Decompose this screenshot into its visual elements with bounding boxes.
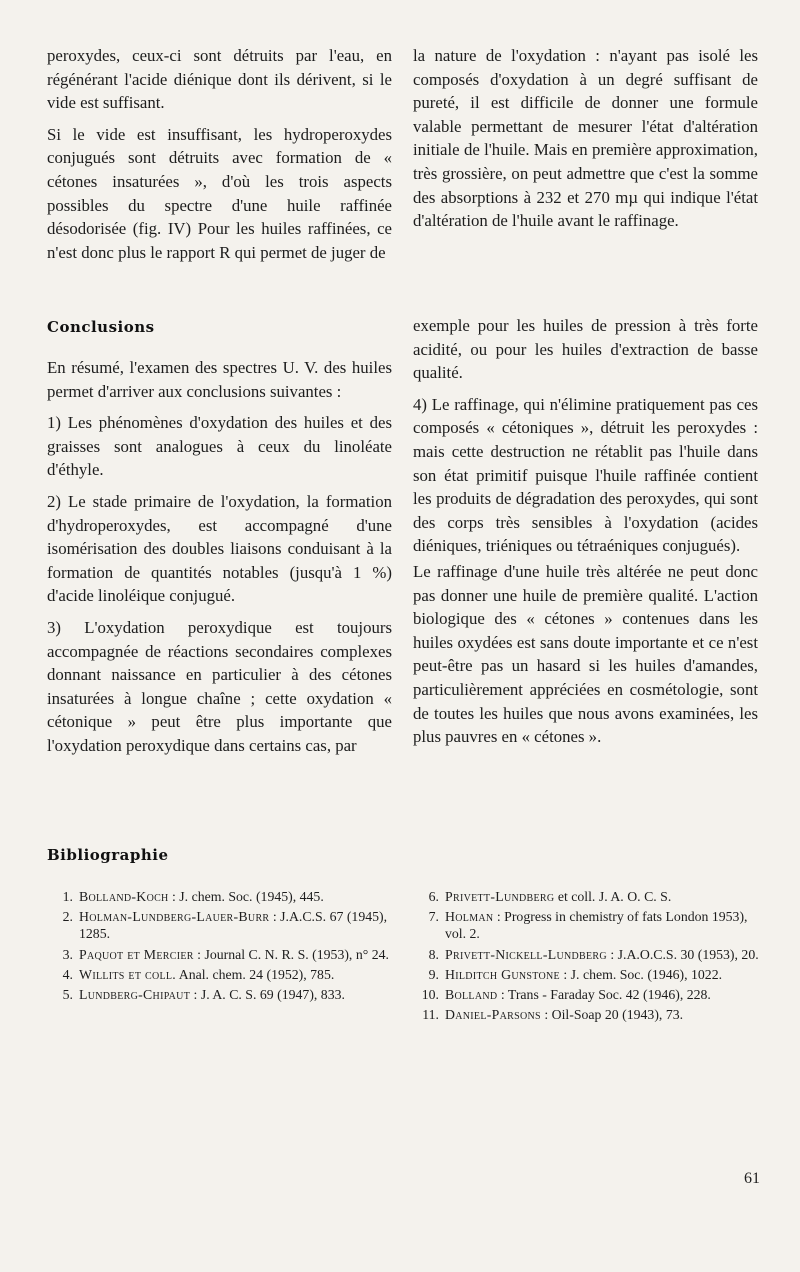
bib-reference: Anal. chem. 24 (1952), 785. [176,966,335,982]
paragraph: 4) Le raffinage, qui n'élimine pratiquement pas ces composés « cétoniques », détruit les peroxydes : mais cette destruction ne rétablit pas l'huile dans son état primitif puisque l'huile raffinée contient les produits de dégradation des peroxydes, qui sont des corps très sensibles à l'oxydation (acides diéniques, triéniques ou tétraéniques conjugués). [413,394,758,556]
bib-author: Privett-Nickell-Lundberg [445,946,607,962]
bib-reference: : Oil-Soap 20 (1943), 73. [540,1007,684,1023]
bib-reference: : J. A. C. S. 69 (1947), 833. [190,987,345,1003]
paragraph: peroxydes, ceux-ci sont détruits par l'eau, en régénérant l'acide diénique dont ils dérivent, si le vide est suffisant. [47,46,392,113]
bibliography-left-list [47,888,397,1006]
bib-entry [413,986,768,1003]
bib-number: 11. [422,1007,439,1023]
bib-number: 6. [428,889,439,904]
bib-number: 4. [62,966,73,982]
bib-reference: : Journal C. N. R. S. (1953), n° 24. [193,946,389,962]
paragraph: la nature de l'oxydation : n'ayant pas isolé les composés d'oxydation à un degré suffisant de pureté, il est difficile de donner une formule valable permettant de mesurer l'état d'altération initiale de l'huile. Mais en première approximation, très grossière, on peut admettre que c'est la somme des absorptions à 232 et 270 mµ qui indique l'état d'altération de l'huile avant le raffinage. [413,46,758,231]
paragraph: 1) Les phénomènes d'oxydation des huiles et des graisses sont analogues à ceux du linoléate d'éthyle. [47,413,392,480]
bib-number: 5. [62,987,73,1003]
bib-author: Bolland-Koch [79,889,169,904]
bib-author: Holman [445,909,494,925]
conclusions-right-column [413,314,758,757]
bib-entry [413,908,768,942]
bib-author: Hilditch Gunstone [445,966,560,982]
paragraph: En résumé, l'examen des spectres U. V. des huiles permet d'arriver aux conclusions suivantes : [47,358,392,401]
bib-entry [47,888,397,905]
bib-author: Privett-Lundberg [445,889,555,904]
bibliography-heading: Bibliographie [47,846,169,864]
bib-reference: : J. chem. Soc. (1945), 445. [168,889,324,904]
bib-entry [413,1006,768,1023]
bib-reference: : J. chem. Soc. (1946), 1022. [559,966,723,982]
bibliography-right-list [413,888,768,1026]
page-number: 61 [744,1170,760,1187]
bib-author: Holman-Lundberg-Lauer-Burr [79,909,270,925]
paragraph: 2) Le stade primaire de l'oxydation, la formation d'hydroperoxydes, est accompagné d'une isomérisation des doubles liaisons conduisant à la formation de quantités notables (jusqu'à 1 %) d'acide linoléique conjugué. [47,491,392,606]
bib-entry [47,966,397,983]
conclusions-left-column [47,356,392,766]
paragraph: Si le vide est insuffisant, les hydroperoxydes conjugués sont détruits avec formation de « cétones insaturées », d'où les trois aspects possibles du spectre d'une huile raffinée désodorisée (fig. IV) Pour les huiles raffinées, ce n'est donc plus le rapport R qui permet de juger de [47,124,392,262]
bib-reference: : J.A.C.S. 67 (1945), 1285. [79,909,388,942]
bib-reference: et coll. J. A. O. C. S. [554,889,672,904]
bib-entry [47,986,397,1003]
bib-entry [413,888,768,905]
bib-entry [413,966,768,983]
top-left-column [47,44,392,272]
bib-reference: : Trans - Faraday Soc. 42 (1946), 228. [497,987,711,1003]
top-right-column [413,44,758,241]
bib-number: 1. [62,889,73,904]
bib-entry [47,908,397,942]
bib-entry [47,946,397,963]
bib-number: 8. [428,946,439,962]
paragraph: exemple pour les huiles de pression à très forte acidité, ou pour les huiles d'extraction de basse qualité. [413,316,758,383]
bib-number: 3. [62,946,73,962]
paragraph: 3) L'oxydation peroxydique est toujours accompagnée de réactions secondaires complexes donnant naissance en particulier à des cétones insaturées à longue chaîne ; cette oxydation « cétonique » peut être plus importante que l'oxydation peroxydique dans certains cas, par [47,617,392,755]
conclusions-heading: Conclusions [47,318,155,336]
bib-number: 10. [421,987,439,1003]
bib-number: 9. [428,966,439,982]
bib-entry [413,946,768,963]
paragraph: Le raffinage d'une huile très altérée ne peut donc pas donner une huile de première qualité. L'action biologique des « cétones » contenues dans les huiles oxydées est sans doute importante et ce n'est peut-être pas un hasard si les huiles d'amandes, particulièrement appréciées en cosmétologie, sont de toutes les huiles que nous avons examinées, les plus pauvres en « cétones ». [413,561,758,747]
bib-author: Paquot et Mercier [79,946,194,962]
bib-number: 2. [62,909,73,925]
bib-author: Lundberg-Chipaut [79,987,191,1003]
bib-author: Daniel-Parsons [445,1007,541,1023]
bib-number: 7. [428,909,439,925]
bib-reference: : Progress in chemistry of fats London 1953), vol. 2. [445,909,748,942]
bib-author: Bolland [445,987,498,1003]
bib-reference: : J.A.O.C.S. 30 (1953), 20. [606,946,759,962]
bib-author: Willits et coll. [79,966,177,982]
